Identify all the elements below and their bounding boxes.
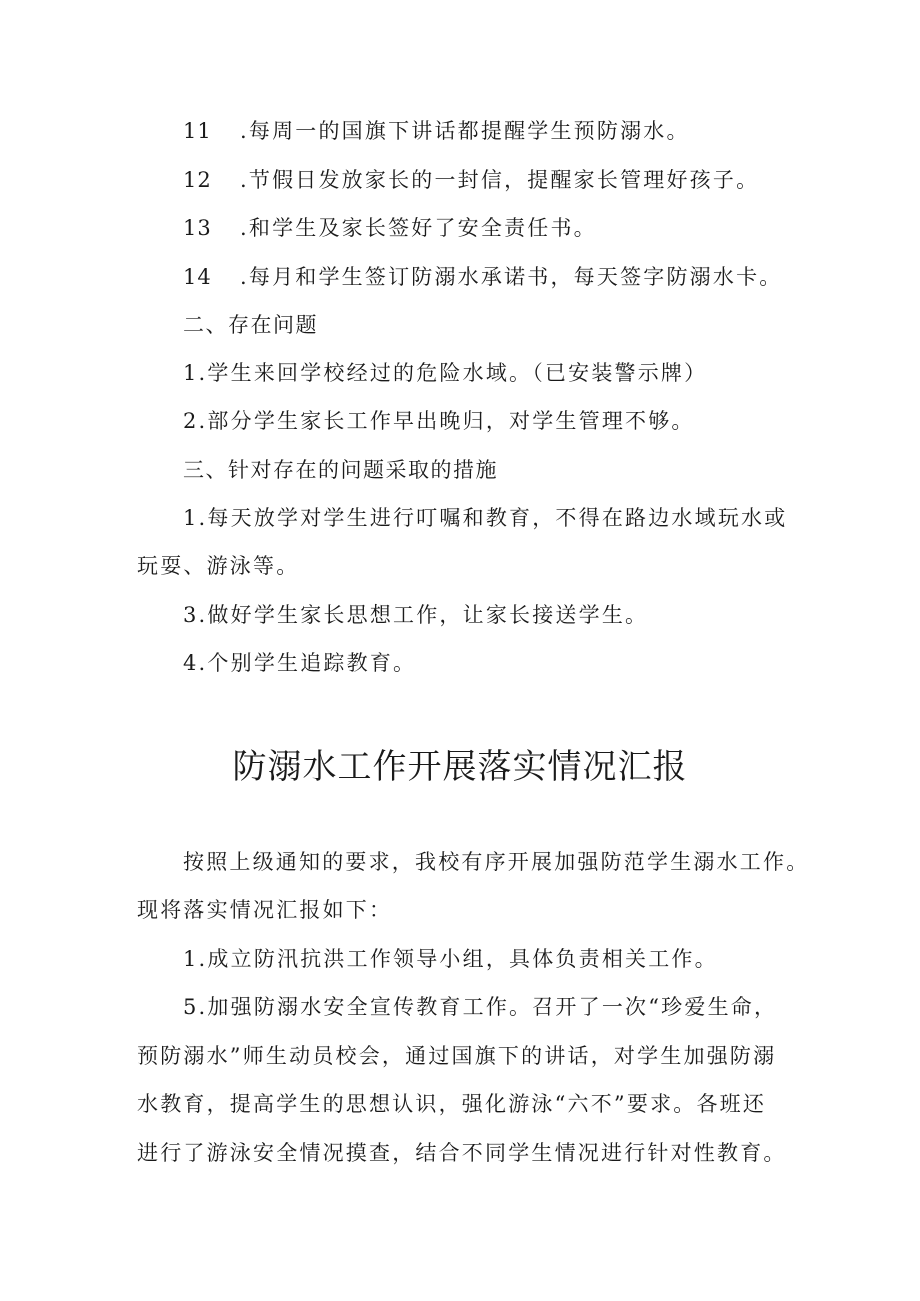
report-item-line: 5.加强防溺水安全宣传教育工作。召开了一次“珍爱生命， [183, 995, 778, 1019]
measure-item: 3.做好学生家长思想工作，让家长接送学生。 [183, 603, 649, 627]
list-item-number: 11 [183, 119, 212, 143]
report-item-line: 预防溺水”师生动员校会，通过国旗下的讲话，对学生加强防溺 [137, 1044, 777, 1068]
measure-item-line: 1.每天放学对学生进行叮嘱和教育，不得在路边水域玩水或 [183, 506, 788, 530]
measure-item: 4.个别学生追踪教育。 [183, 651, 417, 675]
list-item-text: .每月和学生签订防溺水承诺书，每天签字防溺水卡。 [240, 265, 783, 289]
list-item-text: .和学生及家长签好了安全责任书。 [240, 216, 597, 240]
report-title: 防溺水工作开展落实情况汇报 [232, 747, 688, 787]
section-heading-problems: 二、存在问题 [183, 313, 318, 337]
measure-item-line: 玩耍、游泳等。 [137, 554, 300, 578]
report-intro-line: 按照上级通知的要求，我校有序开展加强防范学生溺水工作。 [183, 850, 810, 874]
list-item-text: .每周一的国旗下讲话都提醒学生预防溺水。 [240, 119, 690, 143]
list-item-number: 14 [183, 265, 212, 289]
section-heading-measures: 三、针对存在的问题采取的措施 [183, 458, 498, 482]
list-item-number: 12 [183, 168, 212, 192]
problem-item: 1.学生来回学校经过的危险水域。（已安装警示牌） [183, 361, 708, 385]
list-item-text: .节假日发放家长的一封信，提醒家长管理好孩子。 [240, 168, 760, 192]
report-intro-line: 现将落实情况汇报如下： [137, 898, 393, 922]
list-item-number: 13 [183, 216, 212, 240]
report-item: 1.成立防汛抗洪工作领导小组，具体负责相关工作。 [183, 947, 718, 971]
report-item-line: 进行了游泳安全情况摸查，结合不同学生情况进行针对性教育。 [137, 1141, 787, 1165]
report-item-line: 水教育，提高学生的思想认识，强化游泳“六不”要求。各班还 [137, 1092, 767, 1116]
problem-item: 2.部分学生家长工作早出晚归，对学生管理不够。 [183, 409, 695, 433]
